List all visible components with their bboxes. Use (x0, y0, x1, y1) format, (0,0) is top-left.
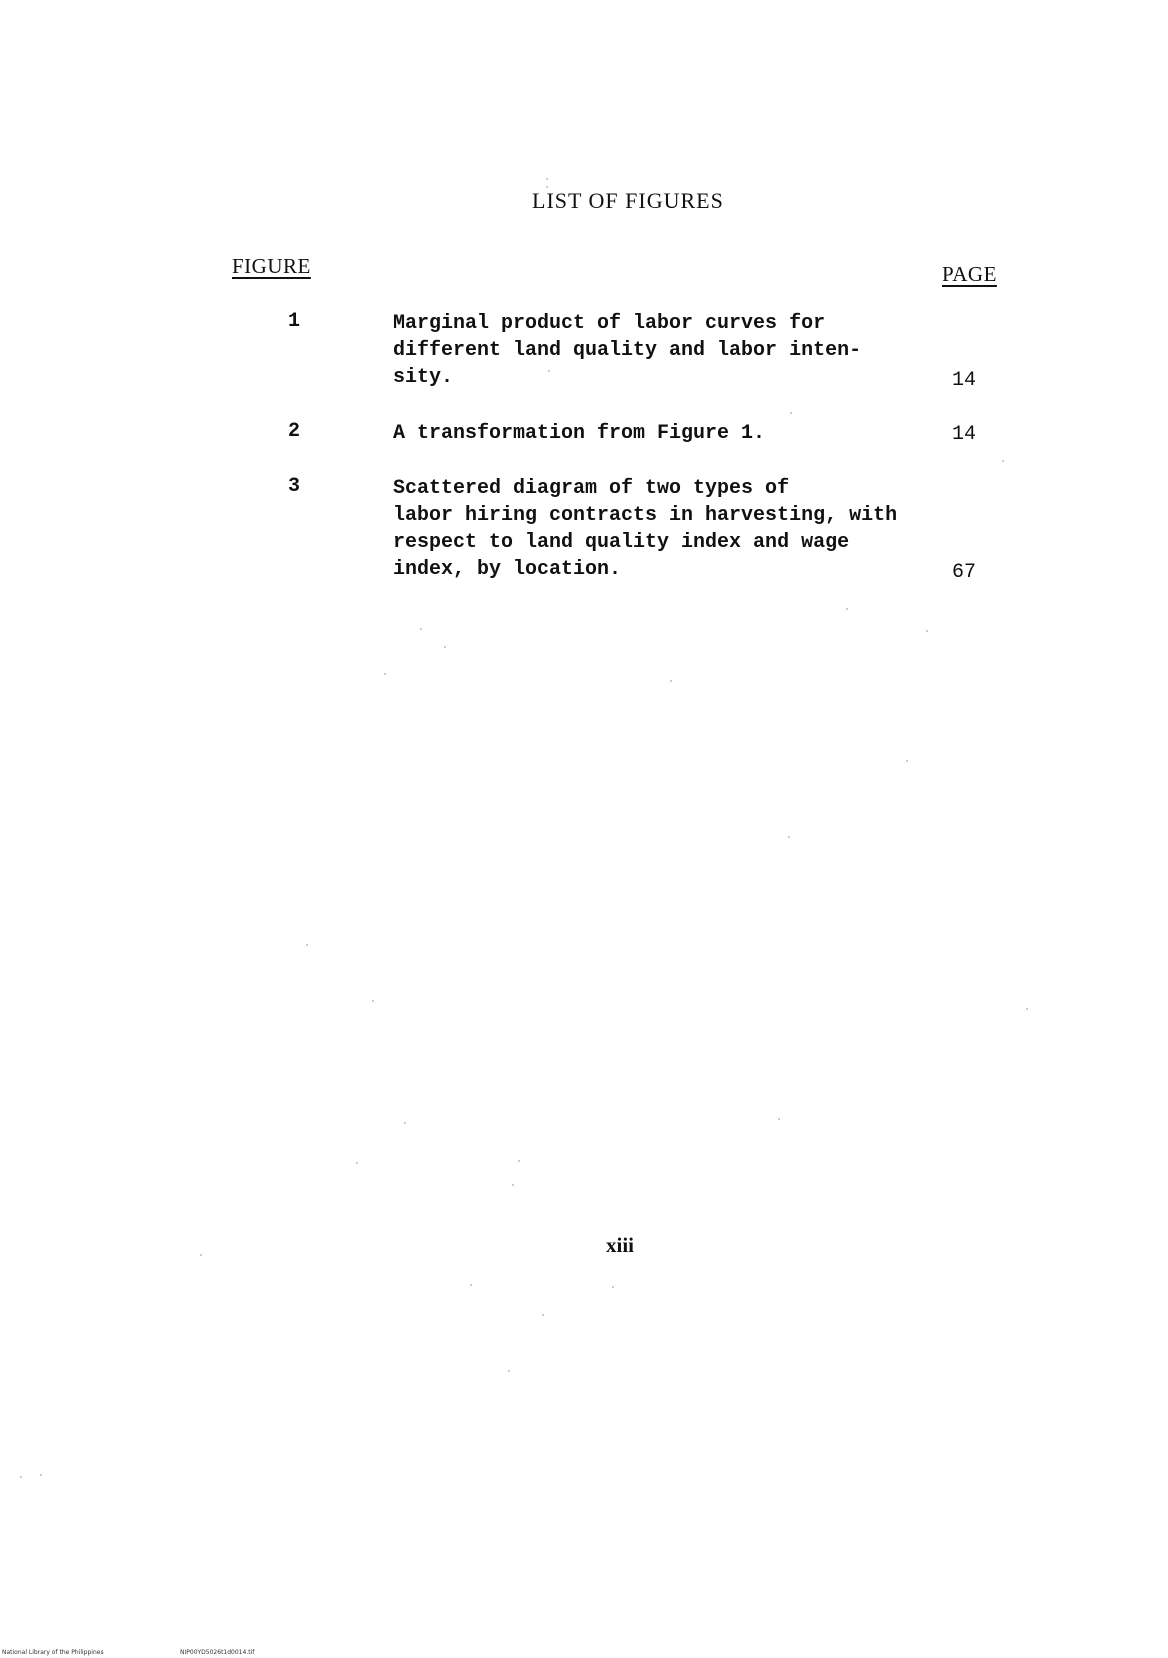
caption-line: respect to land quality index and wage (393, 531, 850, 554)
figure-caption (393, 310, 913, 391)
figure-caption (393, 420, 913, 447)
figure-page-number: 14 (952, 423, 977, 446)
caption-line: index, by location. (393, 558, 622, 581)
caption-line: Marginal product of labor curves for (393, 312, 826, 335)
caption-line: Scattered diagram of two types of (393, 477, 790, 500)
figure-page-number: 14 (952, 369, 977, 392)
caption-line: different land quality and labor inten- (393, 339, 862, 362)
figure-number: 2 (288, 420, 301, 443)
page-folio-number: xiii (606, 1233, 635, 1257)
figure-caption (393, 475, 913, 583)
figure-column-header: FIGURE (232, 254, 311, 278)
page-title: LIST OF FIGURES (532, 188, 724, 213)
caption-line: sity. (393, 366, 454, 389)
caption-line: labor hiring contracts in harvesting, with (393, 504, 898, 527)
caption-line: A transformation from Figure 1. (393, 422, 766, 445)
page-column-header: PAGE (942, 262, 997, 286)
figure-number: 3 (288, 475, 301, 498)
footer-library-credit: National Library of the Philippines (2, 1649, 104, 1656)
footer-file-id: NIP00YD5026t1d0014.tif (180, 1649, 255, 1656)
figure-number: 1 (288, 310, 301, 333)
figure-page-number: 67 (952, 561, 977, 584)
